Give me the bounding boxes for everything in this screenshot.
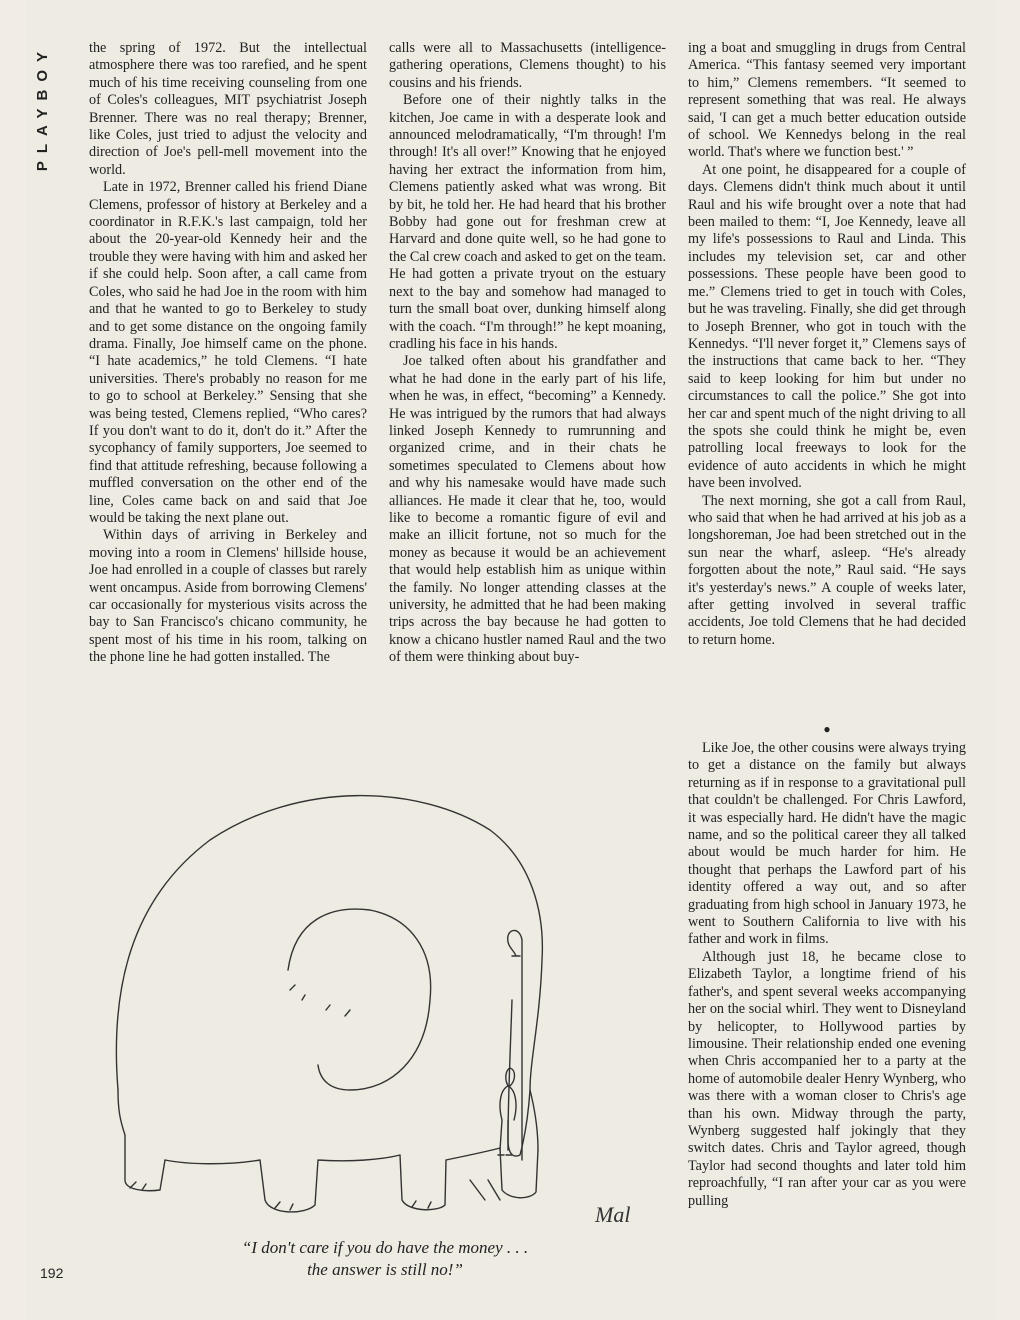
page-number: 192 [40,1265,64,1281]
paragraph: Within days of arriving in Berkeley and moving into a room in Clemens' hillside house, Joe had enrolled in a couple of classes but rarely went oncampus. Aside from borrowing Clemens' car occasionally for mysterious visits across the bay to San Francisco's chicano community, he spent most of his time in his room, talking on the phone line he had gotten installed. The [89,527,367,666]
paragraph: the spring of 1972. But the intellectual atmosphere there was too rarefied, and he spent much of his time receiving counseling from one of Coles's colleagues, MIT psychiatrist Joseph Brenner. There was no real therapy; Brenner, like Coles, just tried to adjust the velocity and direction of Joe's pell-mell movement into the world. [89,40,367,178]
paragraph: At one point, he disappeared for a couple of days. Clemens didn't think much about it until Raul and his wife brought over a note that had been mailed to them: “I, Joe Kennedy, leave all my life's possessions to Raul and Linda. This includes my television set, car and other possessions. These people have been good to me.” Clemens tried to get in touch with Coles, but he was traveling. Finally, she did get through to Joseph Brenner, who got in touch with the Kennedys. “I'll never forget it,” Clemens says of the instructions that came back to her. “They said to keep looking for him but under no circumstances to call the police.” She got into her car and spent much of the night driving to all the spots she could think he might be, even patrolling local freeways to look for the evidence of auto accidents in which he might have been involved. [688,161,966,492]
paragraph: Late in 1972, Brenner called his friend Diane Clemens, professor of history at Berkeley and a coordinator in R.F.K.'s last campaign, told her about the 20-year-old Kennedy heir and the trouble they were having with him and asked her if she could help. Soon after, a call came from Coles, who said he had Joe in the room with him and that he wanted to go to Berkeley to study and to get some distance on the ongoing family drama. Finally, Joe himself came on the phone. “I hate academics,” he told Clemens. “I hate universities. There's probably no reason for me to go to school at Berkeley.” Sensing that she was being tested, Clemens replied, “Who cares? If you don't want to do it, don't do it.” After the sycophancy of family supporters, Joe seemed to find that attitude refreshing, because following a muffled conversation on the other end of the line, Coles came back on and said that Joe would be taking the next plane out. [89,179,367,526]
cartoon-signature: Mal [595,1202,631,1227]
article-column-2 [389,40,666,667]
elephant-ear [288,909,431,1090]
paragraph: Although just 18, he became close to Elizabeth Taylor, a longtime friend of his father's, and spent several weeks accompanying her on the social whirl. They went to Disneyland by helicopter, to Hollywood parties by limousine. Their relationship ended one evening when Chris accompanied her to a party at the home of automobile dealer Henry Wynberg, who was there with a woman closer to Chris's age than his own. Midway through the party, Wynberg suggested half jokingly that they switch dates. Chris and Taylor agreed, though Taylor had second thoughts and later told him reproachfully, “I ran after your car as you were pulling [688,948,966,1209]
paragraph: calls were all to Massachusetts (intelligence-gathering operations, Clemens thought) to his cousins and his friends. [389,40,666,91]
paragraph: Before one of their nightly talks in the kitchen, Joe came in with a desperate look and announced melodramatically, “I'm through! I'm through! It's all over!” Knowing that he enjoyed having her extract the information from him, Clemens patiently asked what was wrong. Bit by bit, he told her. He had heard that his brother Bobby had gone out for freshman crew at Harvard and done quite well, so he had gone to the Cal crew coach and asked to get on the team. He had gotten a private tryout on the estuary next to the bay and somehow had managed to turn the small boat over, dunking himself along with the coach. “I'm through!” he kept moaning, cradling his face in his hands. [389,92,666,352]
elephant-trunk [508,1000,530,1156]
paragraph: Joe talked often about his grandfather and what he had done in the early part of his life, when he was, in effect, “becoming” a Kennedy. He was intrigued by the rumors that had always linked Joseph Kennedy to rumrunning and organized crime, and in their chats he sometimes speculated to Clemens about how and why his namesake would have made such alliances. He made it clear that he, too, would like to become a romantic figure of evil and make an illicit fortune, not so much for the money as because it would be an achievement that would help establish him as unique within the family. No longer attending classes at the university, he admitted that he had been making trips across the bay because he had gotten to know a chicano hustler named Raul and the two of them were thinking about buy- [389,353,666,666]
elephant-outline [116,796,542,1150]
paragraph: Like Joe, the other cousins were always trying to get a distance on the family but always returning as if in response to a gravitational pull that couldn't be challenged. For Chris Lawford, it was especially hard. He didn't have the magic name, and so the political career they all talked about would be much harder for him. He thought that perhaps the Lawford part of his identity offered a way out, and so after graduating from high school in January 1973, he went to Southern California to live with his father and work in films. [688,740,966,948]
article-column-1 [89,40,367,667]
article-column-3 [688,40,966,649]
article-column-3-continued [688,720,966,1210]
paragraph: ing a boat and smuggling in drugs from Central America. “This fantasy seemed very important to him,” Clemens remembers. “It seemed to represent something that was real. He always said, 'I can get a much better education outside of school. We Kennedys belong in the real world. That's where we function best.' ” [688,40,966,161]
cartoon-illustration [90,760,680,1230]
paragraph: The next morning, she got a call from Raul, who said that when he had arrived at his job as a longshoreman, Joe had been stretched out in the sun near the wharf, asleep. “He's already forgotten about the note,” Raul said. “He says it's yesterday's news.” A couple of weeks later, after getting involved in several traffic accidents, Joe told Clemens that he had decided to return home. [688,492,966,648]
magazine-name-tab: PLAYBOY [34,44,51,172]
elephant-legs [118,1090,538,1212]
cartoon-caption [90,1237,680,1281]
caption-line: “I don't care if you do have the money . . . [241,1238,529,1257]
section-break: ● [823,722,831,736]
caption-line: the answer is still no!” [307,1260,463,1279]
